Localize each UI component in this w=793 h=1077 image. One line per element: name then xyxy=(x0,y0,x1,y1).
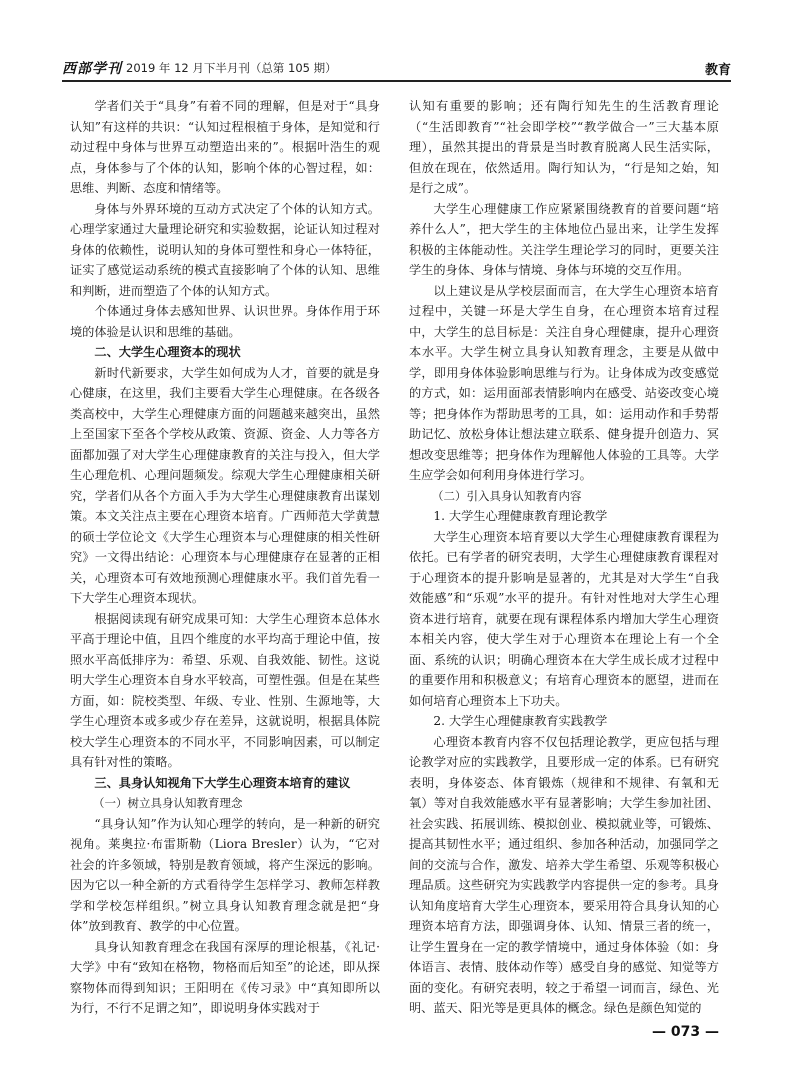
subsection-heading: （二）引入具身认知教育内容 xyxy=(432,488,582,503)
page-header xyxy=(62,56,731,82)
section-heading: 三、具身认知视角下大学生心理资本培育的建议 xyxy=(94,775,351,790)
left-column xyxy=(70,96,380,1019)
paragraph: 学者们关于“具身”有着不同的理解，但是对于“具身认知”有这样的共识：“认知过程根植于身体，是知觉和行动过程中身体与世界互动塑造出来的”。根据叶浩生的观点，身体参与了个体的认知，影响个体的心智过程，如：思维、判断、态度和情绪等。 xyxy=(70,99,380,195)
numbered-heading: 1. 大学生心理健康教育理论教学 xyxy=(433,509,608,523)
issue-info: 2019 年 12 月下半月刊（总第 105 期） xyxy=(126,61,337,75)
journal-logo: 西部学刊 xyxy=(62,61,122,77)
section-heading: 二、大学生心理资本的现状 xyxy=(94,345,241,359)
paragraph: 具身认知教育理念在我国有深厚的理论根基，《礼记·大学》中有“致知在格物，物格而后知至”的论述，即从探察物体而得到知识；王阳明在《传习录》中“真知即所以为行，不行不足谓之知”，即说明身体实践对于 xyxy=(70,939,380,1015)
subsection-heading: （一）树立具身认知教育理念 xyxy=(93,796,243,810)
section-tag: 教育 xyxy=(704,63,731,78)
page-number: — 073 — xyxy=(652,1024,719,1040)
paragraph: 根据阅读现有研究成果可知：大学生心理资本总体水平高于理论中值，且四个维度的水平均高于理论中值，按照水平高低排序为：希望、乐观、自我效能、韧性。这说明大学生心理资本自身水平较高，可塑性强。但是在某些方面，如：院校类型、年级、专业、性别、生源地等，大学生心理资本或多或少存在差异，这就说明，根据具体院校大学生心理资本的不同水平，不同影响因素，可以制定具有针对性的策略。 xyxy=(70,611,380,769)
numbered-heading: 2. 大学生心理健康教育实践教学 xyxy=(433,714,608,728)
paragraph: 个体通过身体去感知世界、认识世界。身体作用于环境的体验是认识和思维的基础。 xyxy=(70,304,380,339)
right-column xyxy=(409,96,719,1019)
paragraph: 心理资本教育内容不仅包括理论教学，更应包括与理论教学对应的实践教学，且要形成一定的体系。已有研究表明，身体姿态、体育锻炼（规律和不规律、有氧和无氧）等对自我效能感水平有显著影响；大学生参加社团、社会实践、拓展训练、模拟创业、模拟就业等，可锻炼、提高其韧性水平；通过组织、参加各种活动，加强同学之间的交流与合作，激发、培养大学生希望、乐观等积极心理品质。这些研究为实践教学内容提供一定的参考。具身认知角度培育大学生心理资本，要采用符合具身认知的心理资本培育方法，即强调身体、认知、情景三者的统一，让学生置身在一定的教学情境中，通过身体体验（如：身体语言、表情、肢体动作等）感受自身的感觉、知觉等方面的变化。有研究表明，较之于希望一词而言，绿色、光明、蓝天、阳光等是更具体的概念。绿色是颜色知觉的 xyxy=(409,734,719,1015)
paragraph: 大学生心理资本培育要以大学生心理健康教育课程为依托。已有学者的研究表明，大学生心理健康教育课程对于心理资本的提升影响是显著的，尤其是对大学生“自我效能感”和“乐观”水平的提升。有针对性地对大学生心理资本进行培育，就要在现有课程体系内增加大学生心理资本相关内容，使大学生对于心理资本在理论上有一个全面、系统的认识；明确心理资本在大学生成长成才过程中的重要作用和积极意义；有培育心理资本的愿望，进而在如何培育心理资本上下功夫。 xyxy=(409,529,719,708)
paragraph: 新时代新要求，大学生如何成为人才，首要的就是身心健康，在这里，我们主要看大学生心理健康。在各级各类高校中，大学生心理健康方面的问题越来越突出，虽然上至国家下至各个学校从政策、资源、资金、人力等各方面都加强了对大学生心理健康教育的关注与投入，但大学生心理危机、心理问题频发。综观大学生心理健康相关研究，学者们从各个方面入手为大学生心理健康教育出谋划策。本文关注点主要在心理资本培育。广西师范大学黄慧的硕士学位论文《大学生心理资本与心理健康的相关性研究》一文得出结论：心理资本与心理健康存在显著的正相关，心理资本可有效地预测心理健康水平。我们首先看一下大学生心理资本现状。 xyxy=(70,365,380,605)
paragraph: 大学生心理健康工作应紧紧围绕教育的首要问题“培养什么人”，把大学生的主体地位凸显出来，让学生发挥积极的主体能动性。关注学生理论学习的同时，更要关注学生的身体、身体与情境、身体与环境的交互作用。 xyxy=(409,201,719,277)
paragraph: 身体与外界环境的互动方式决定了个体的认知方式。心理学家通过大量理论研究和实验数据，论证认知过程对身体的依赖性，说明认知的身体可塑性和身心一体特征，证实了感觉运动系统的模式直接影响了个体的认知、思维和判断，进而塑造了个体的认知方式。 xyxy=(70,201,380,298)
paragraph: 以上建议是从学校层面而言，在大学生心理资本培育过程中，关键一环是大学生自身，在心理资本培育过程中，大学生的总目标是：关注自身心理健康，提升心理资本水平。大学生树立具身认知教育理念，主要是从做中学，即用身体体验影响思维与行为。让身体成为改变感觉的方式，如：运用面部表情影响内在感受、站姿改变心境等；把身体作为帮助思考的工具，如：运用动作和手势帮助记忆、放松身体让想法建立联系、健身提升创造力、冥想改变思维等；把身体作为理解他人体验的工具等。大学生应学会如何利用身体进行学习。 xyxy=(409,283,719,482)
paragraph-continued: 认知有重要的影响；还有陶行知先生的生活教育理论（“生活即教育”“社会即学校”“教学做合一”三大基本原理），虽然其提出的背景是当时教育脱离人民生活实际，但放在现在，依然适用。陶行知认为，“行是知之始，知是行之成”。 xyxy=(409,99,719,195)
paragraph: “具身认知”作为认知心理学的转向，是一种新的研究视角。莱奥拉·布雷斯勒（Liora Bresler）认为，“它对社会的许多领域，特别是教育领域，将产生深远的影响。因为它以一种全新的方式看待学生怎样学习、教师怎样教学和学校怎样组织。”树立具身认知教育理念就是把“身体”放到教育、教学的中心位置。 xyxy=(70,816,380,933)
